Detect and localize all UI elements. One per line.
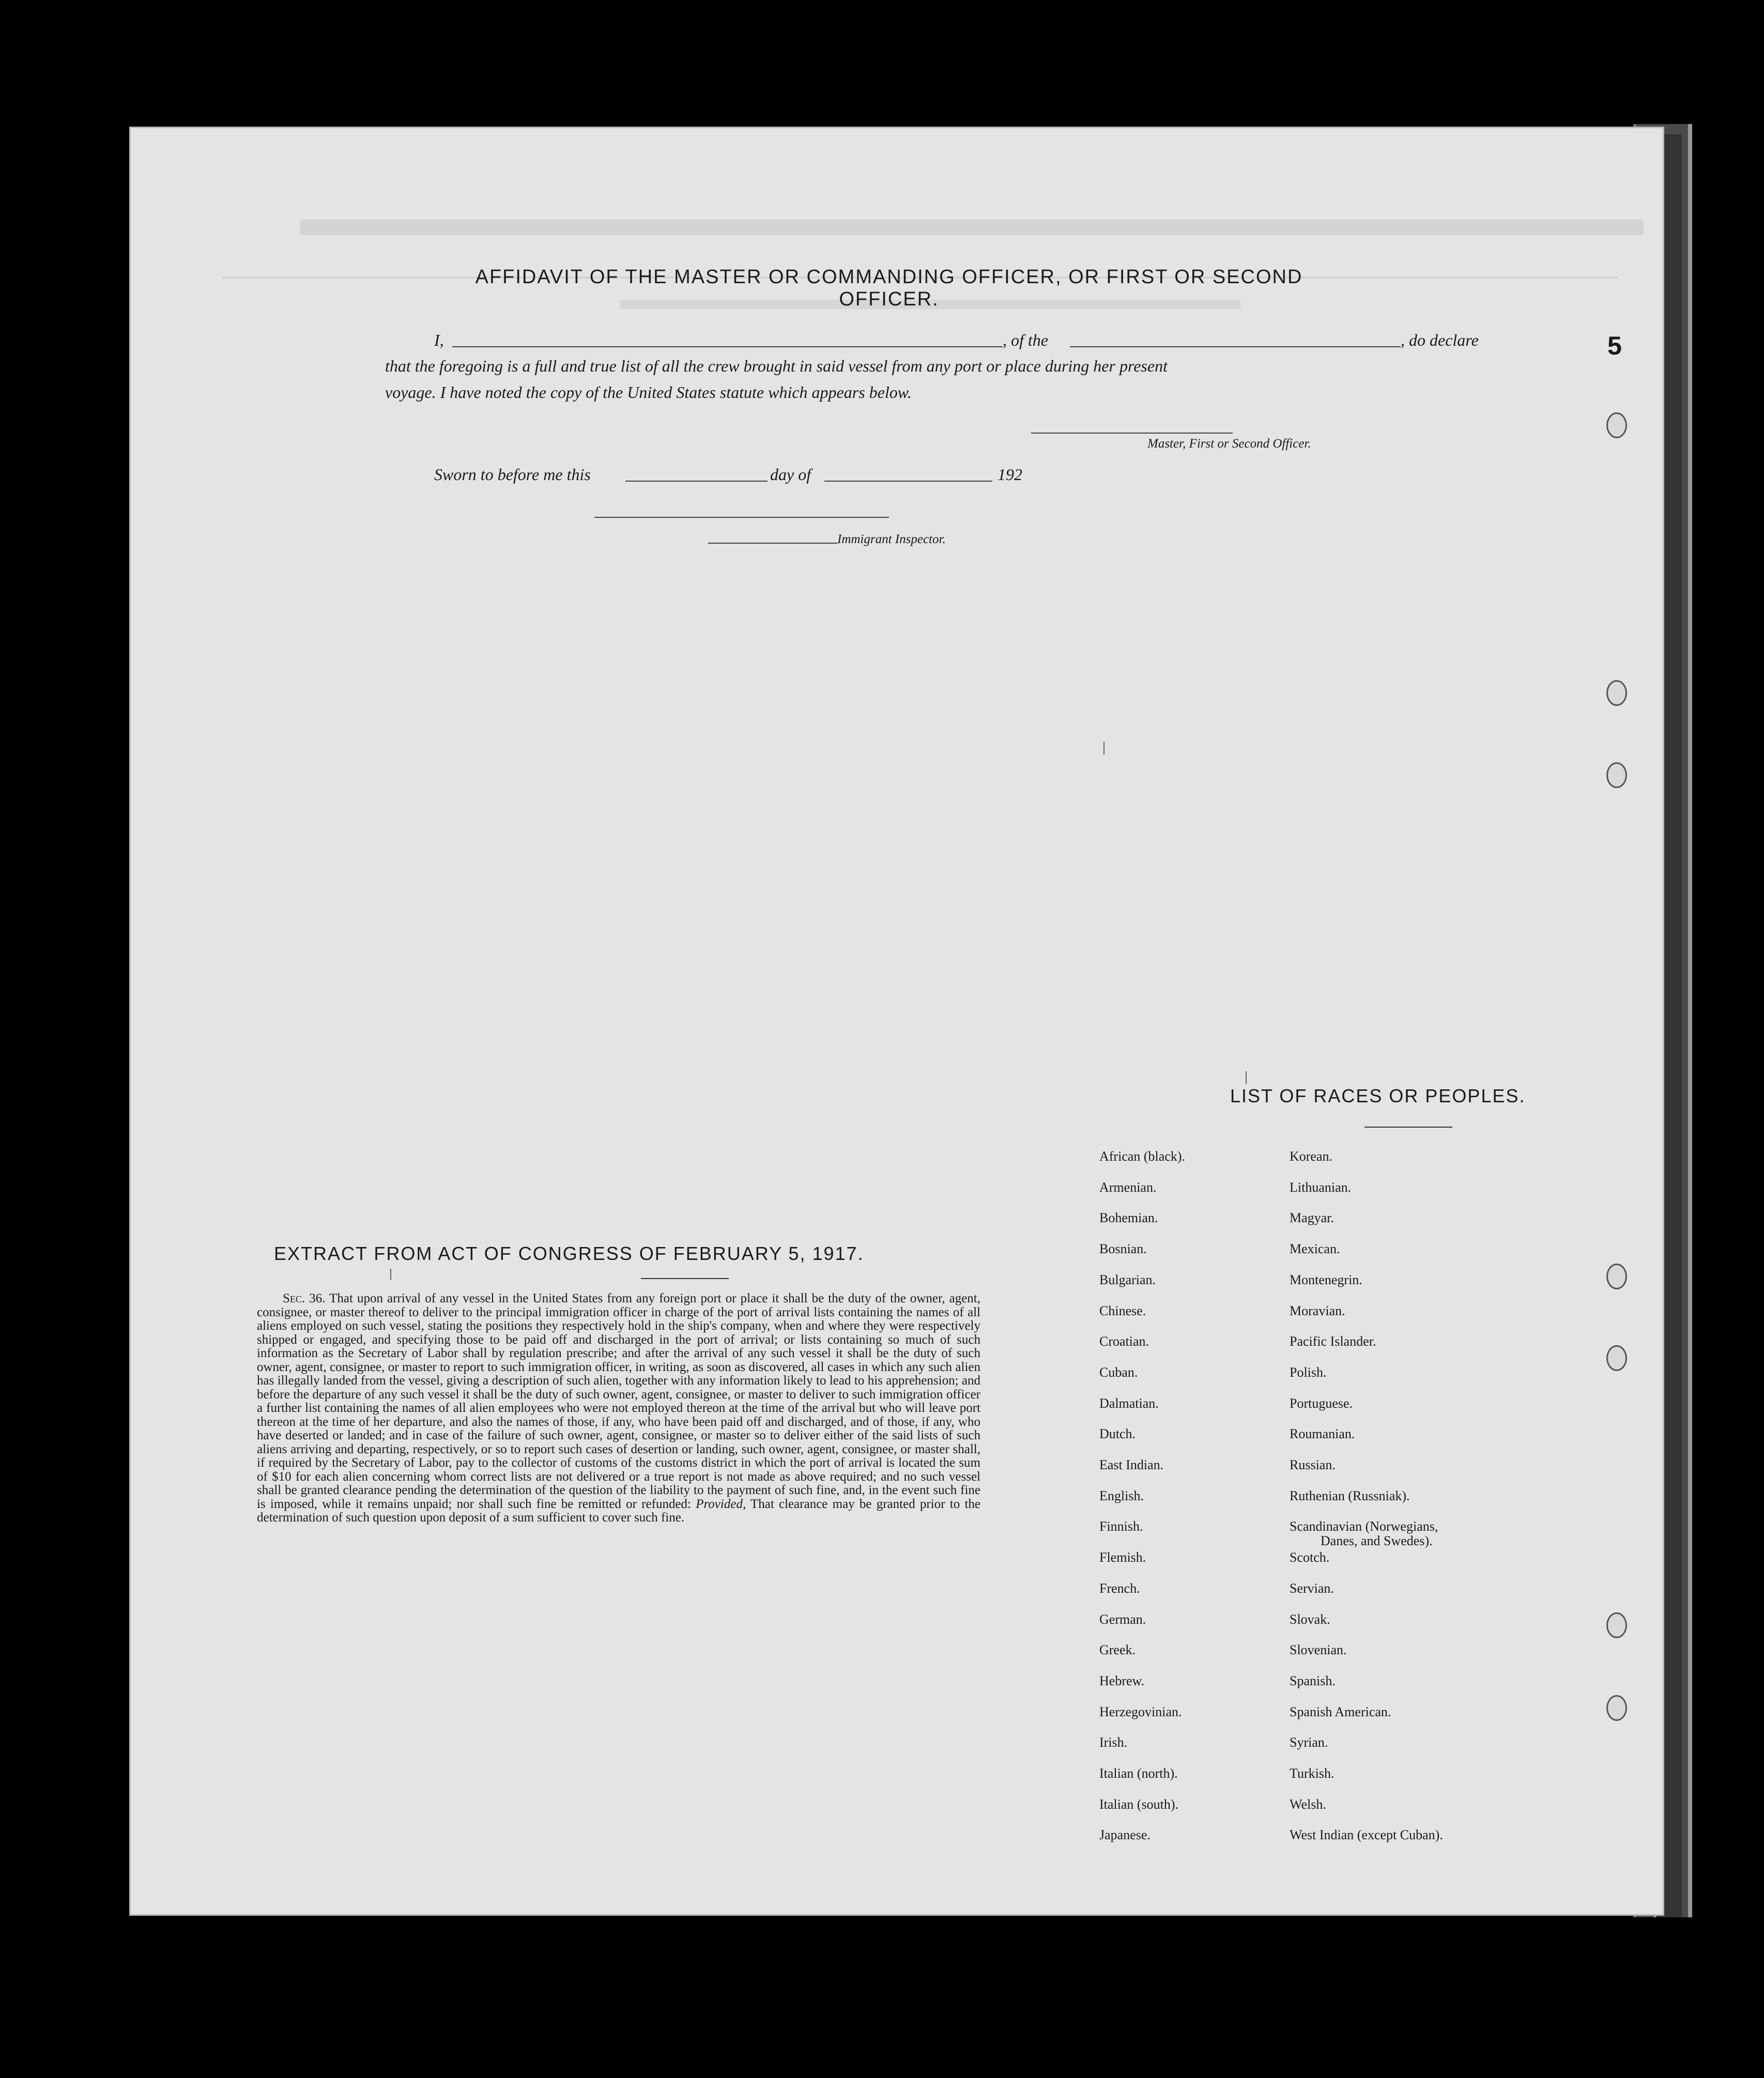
race-item: Pacific Islander. <box>1290 1334 1376 1349</box>
affidavit-declare-label: , do declare <box>1401 331 1479 349</box>
race-item: Italian (south). <box>1099 1796 1179 1812</box>
affidavit-line-2: that the foregoing is a full and true list of all the crew brought in said vessel from any port or place during her present <box>385 357 1168 375</box>
race-item: Armenian. <box>1099 1179 1157 1195</box>
section-label: Sec. 36. <box>283 1291 326 1305</box>
punch-hole <box>1606 1695 1627 1721</box>
ink-tick <box>1103 742 1105 755</box>
affidavit-title: AFFIDAVIT OF THE MASTER OR COMMANDING OFFICER, OR FIRST OR SECOND OFFICER. <box>475 266 1303 310</box>
sworn-month-line <box>824 481 992 482</box>
race-item: Finnish. <box>1099 1519 1143 1534</box>
race-item: African (black). <box>1099 1149 1186 1164</box>
race-item: Slovak. <box>1290 1611 1330 1627</box>
inspector-caption: Immigrant Inspector. <box>837 532 946 546</box>
master-name-line <box>452 346 1003 347</box>
extract-title: EXTRACT FROM ACT OF CONGRESS OF FEBRUARY 5, 1917. <box>274 1243 864 1264</box>
race-item: Slovenian. <box>1290 1642 1347 1658</box>
punch-hole <box>1606 1345 1627 1371</box>
races-title-rule <box>1364 1127 1452 1128</box>
punch-hole <box>1606 1612 1627 1638</box>
inspector-signature-line <box>594 517 889 518</box>
race-item: Montenegrin. <box>1290 1272 1362 1287</box>
race-item: Bohemian. <box>1099 1210 1158 1226</box>
race-item: Hebrew. <box>1099 1673 1145 1688</box>
race-item: Herzegovinian. <box>1099 1704 1182 1719</box>
affidavit-i-label: I, <box>434 331 444 349</box>
race-item: Roumanian. <box>1290 1426 1355 1442</box>
races-title: LIST OF RACES OR PEOPLES. <box>1230 1085 1526 1106</box>
race-item: East Indian. <box>1099 1457 1164 1472</box>
sworn-prefix: Sworn to before me this <box>434 465 591 484</box>
race-item: Dutch. <box>1099 1426 1136 1442</box>
race-item: Servian. <box>1290 1580 1334 1596</box>
race-item: Portuguese. <box>1290 1395 1353 1411</box>
race-item: Turkish. <box>1290 1766 1334 1781</box>
race-item: Welsh. <box>1290 1796 1326 1812</box>
race-item: Scotch. <box>1290 1550 1330 1565</box>
race-item: Irish. <box>1099 1735 1128 1750</box>
extract-body <box>257 1292 980 1525</box>
race-item: Cuban. <box>1099 1364 1138 1380</box>
sworn-day-line <box>625 481 768 482</box>
race-item: West Indian (except Cuban). <box>1290 1827 1443 1843</box>
race-item: Ruthenian (Russniak). <box>1290 1488 1410 1503</box>
inspector-short-line <box>708 543 837 544</box>
race-item: Polish. <box>1290 1364 1327 1380</box>
affidavit-of-the-label: , of the <box>1003 331 1048 349</box>
punch-hole <box>1606 762 1627 788</box>
ink-tick <box>1246 1071 1247 1084</box>
race-item: Spanish. <box>1290 1673 1336 1688</box>
punch-hole <box>1606 680 1627 706</box>
race-item: Korean. <box>1290 1149 1333 1164</box>
race-item: English. <box>1099 1488 1144 1503</box>
extract-text-part-1: That upon arrival of any vessel in the United States from any foreign port or place it shall be the duty of the owner, agent, consignee, or master thereof to deliver to the principal immigration officer in charge of the port of arrival lists containing the names of all aliens employed on such vessel, stating the positions they respectively hold in the ship's company, when and where they were respectively shipped or engaged, and specifying those to be paid off and discharged in the port of arrival; or lists containing so much of such information as the Secretary of Labor shall by regulation prescribe; and after the arrival of any such vessel it shall be the duty of such owner, agent, consignee, or master to report to such immigration officer, in writing, as soon as discovered, all cases in which any such alien has illegally landed from the vessel, giving a description of such alien, together with any information likely to lead to his apprehension; and before the departure of any such vessel it shall be the duty of such owner, agent, consignee, or master to deliver to such immigration officer a further list containing the names of all alien employees who were not employed thereon at the time of the arrival but who will leave port thereon at the time of her departure, and also the names of those, if any, who have been paid off and discharged, and of those, if any, who have deserted or landed; and in case of the failure of such owner, agent, consignee, or master so to deliver either of the said lists of such aliens arriving and departing, respectively, or so to report such cases of desertion or landing, such owner, agent, consignee, or master shall, if required by the Secretary of Labor, pay to the collector of customs of the customs district in which the port of arrival is located the sum of $10 for each alien concerning whom correct lists are not delivered or a true report is not made as above required; and no such vessel shall be granted clearance pending the determination of the question of the liability to the payment of such fine, and, in the event such fine is imposed, while it remains unpaid; nor shall such fine be remitted or refunded: <box>257 1291 981 1511</box>
race-item: Magyar. <box>1290 1210 1334 1226</box>
race-item: Flemish. <box>1099 1550 1146 1565</box>
ink-tick <box>390 1269 391 1280</box>
race-item: Chinese. <box>1099 1303 1146 1318</box>
race-item: Danes, and Swedes). <box>1321 1533 1433 1549</box>
affidavit-line-3: voyage. I have noted the copy of the United States statute which appears below. <box>385 383 912 402</box>
race-item: Greek. <box>1099 1642 1136 1658</box>
race-item: Japanese. <box>1099 1827 1151 1843</box>
page-number: 5 <box>1607 331 1622 360</box>
race-item: Lithuanian. <box>1290 1179 1352 1195</box>
race-item: Scandinavian (Norwegians, <box>1290 1519 1438 1534</box>
race-item: French. <box>1099 1580 1140 1596</box>
bleed-through-mark <box>300 220 1644 256</box>
race-item: Mexican. <box>1290 1241 1340 1257</box>
race-item: Moravian. <box>1290 1303 1345 1318</box>
provided-label: Provided, <box>696 1497 746 1511</box>
punch-hole <box>1606 1264 1627 1289</box>
race-item: Italian (north). <box>1099 1766 1178 1781</box>
race-item: Syrian. <box>1290 1735 1328 1750</box>
vessel-name-line <box>1070 346 1401 347</box>
extract-title-rule <box>641 1278 729 1279</box>
document-page <box>129 127 1664 1916</box>
race-item: German. <box>1099 1611 1146 1627</box>
race-item: Dalmatian. <box>1099 1395 1159 1411</box>
race-item: Croatian. <box>1099 1334 1149 1349</box>
race-item: Bosnian. <box>1099 1241 1147 1257</box>
master-signature-line <box>1031 433 1233 434</box>
race-item: Russian. <box>1290 1457 1336 1472</box>
race-item: Bulgarian. <box>1099 1272 1156 1287</box>
extract-text-part-2: That clearance may be granted prior to the determination of such question upon deposit of a sum sufficient to cover such fine. <box>257 1497 980 1525</box>
sworn-day-of: day of <box>770 465 811 484</box>
sworn-year: 192 <box>998 465 1022 484</box>
master-signature-caption: Master, First or Second Officer. <box>1147 437 1311 451</box>
race-item: Spanish American. <box>1290 1704 1391 1719</box>
punch-hole <box>1606 412 1627 438</box>
